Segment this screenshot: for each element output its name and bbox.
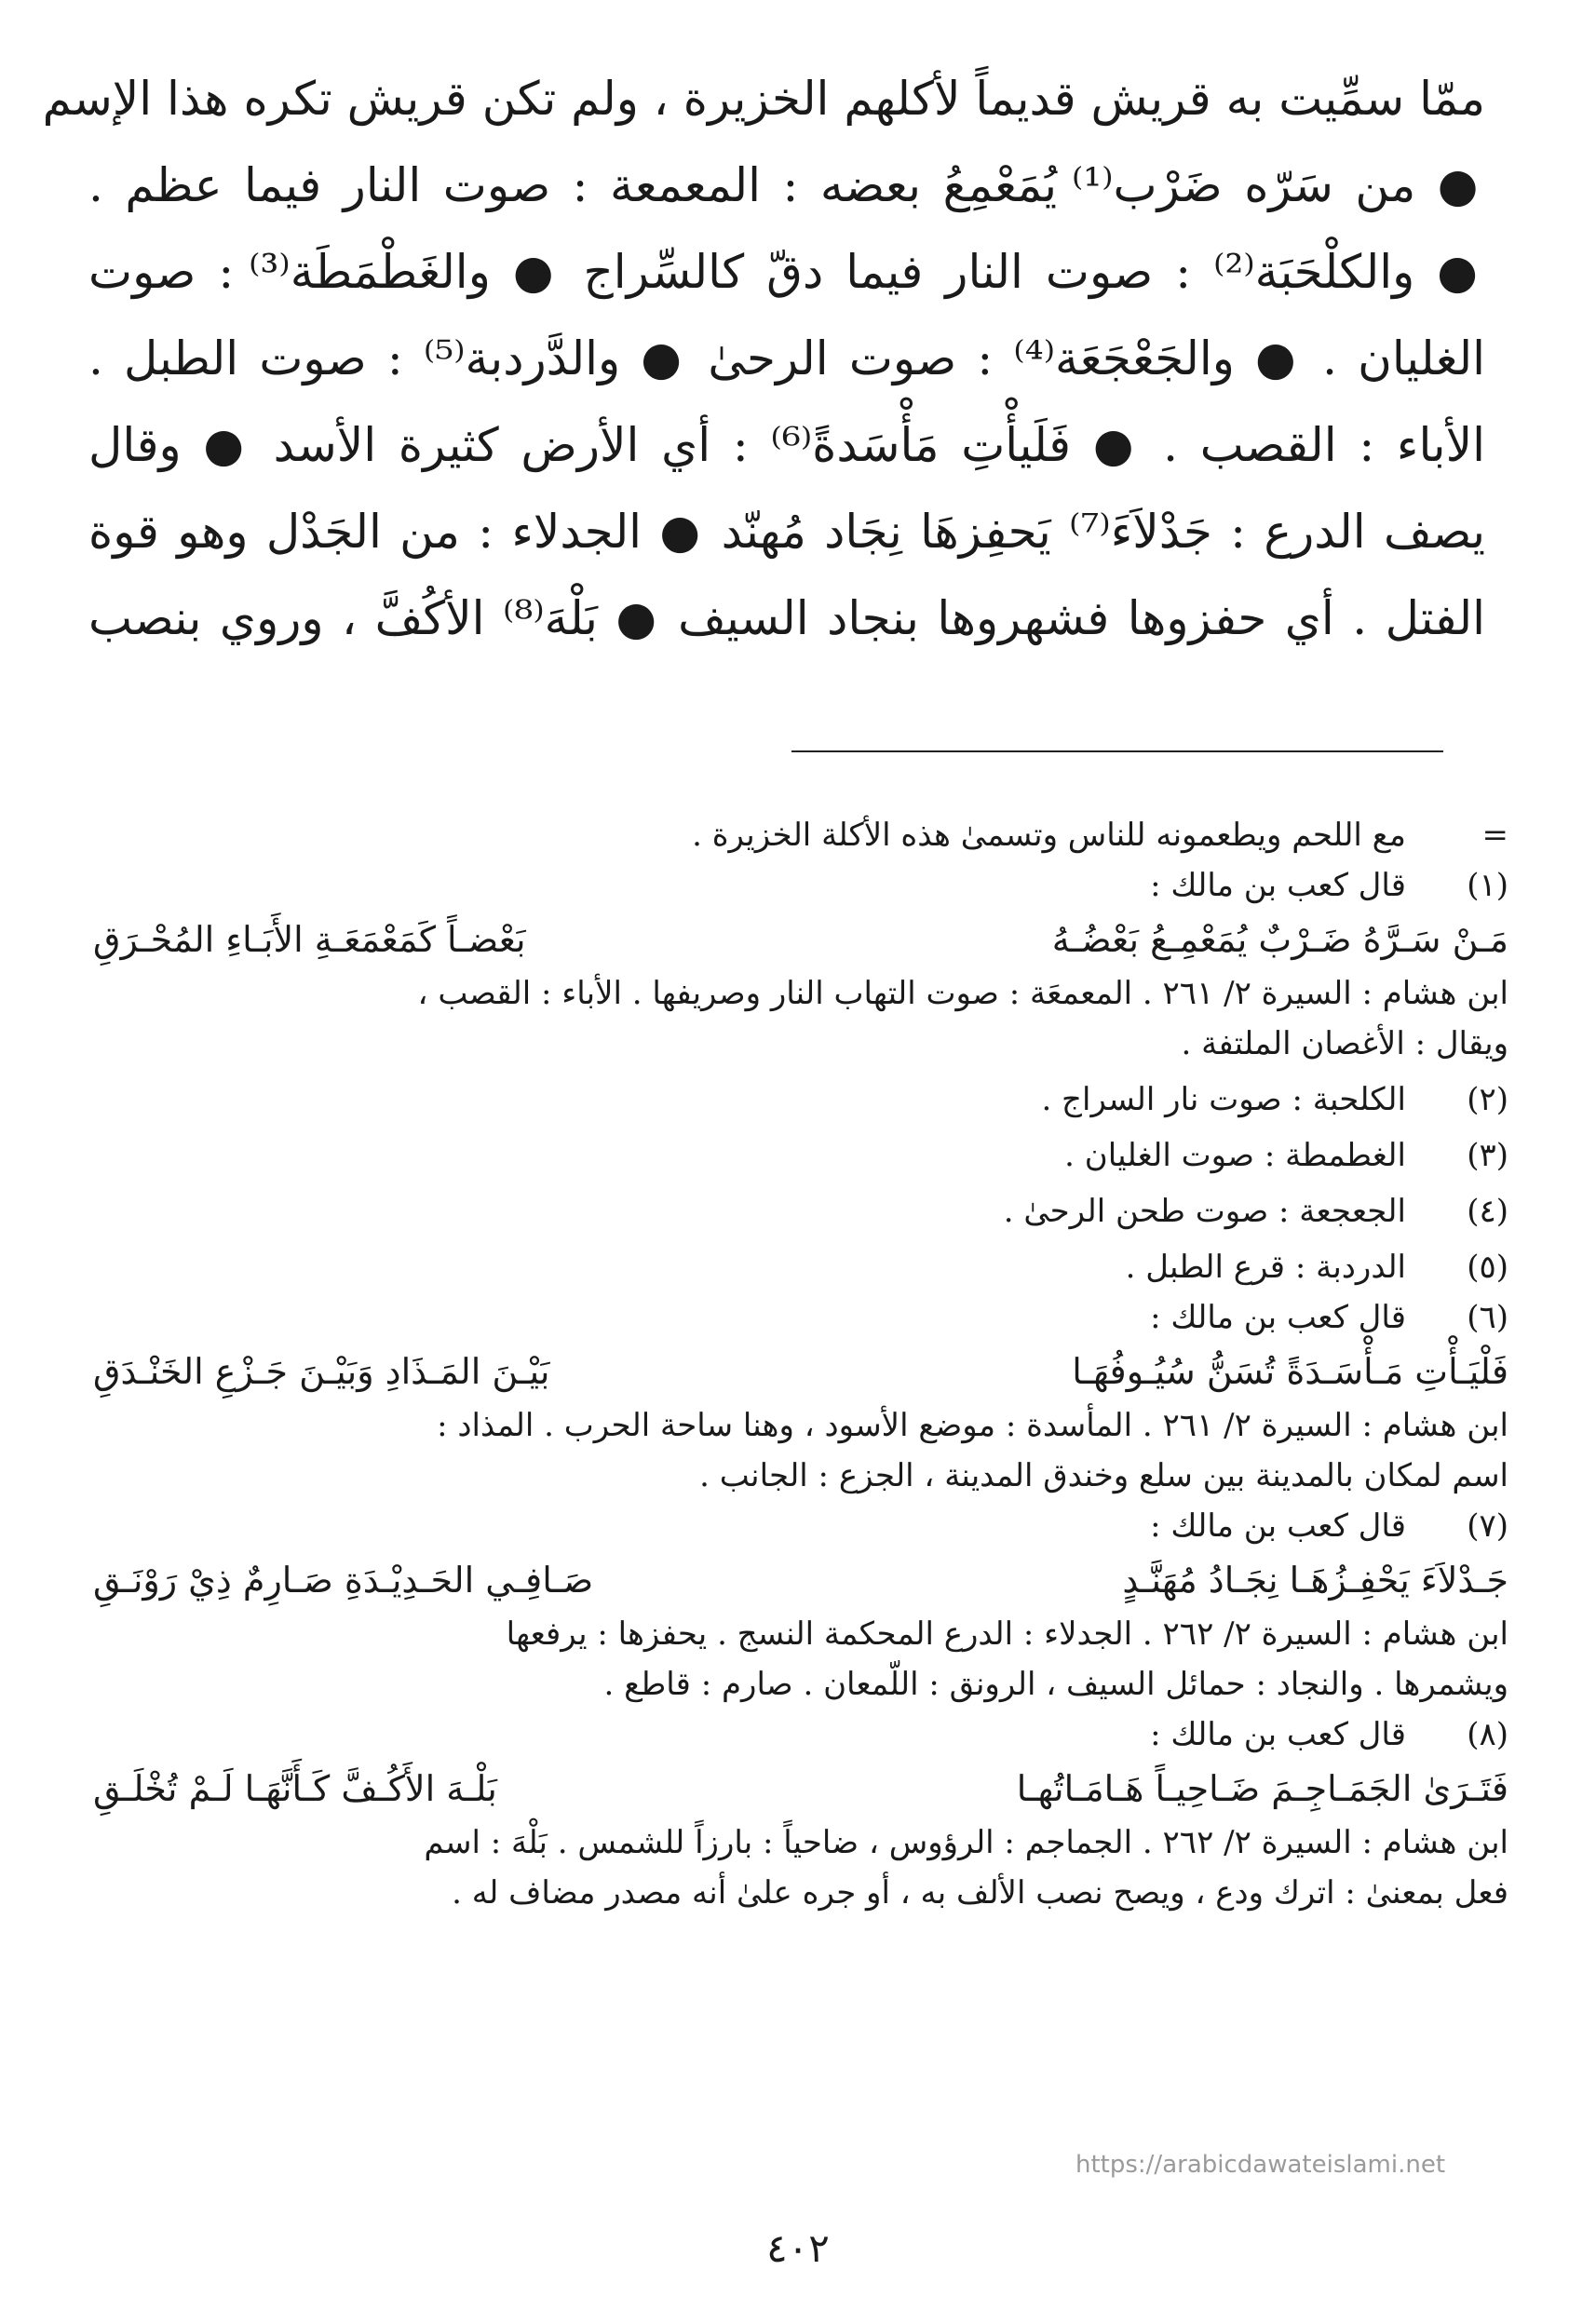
footnote-text: ابن هشام : السيرة ٢/ ٢٦١ . المعمعَة : صوت التهاب النار وصريفها . الأباء : القصب ، bbox=[417, 975, 1508, 1012]
verse-hemistich-second: بَلْـهَ الأَكُـفَّ كَـأَنَّهَـا لَـمْ تُخْلَـقِ bbox=[93, 1768, 497, 1809]
footnote-text: الدردبة : قرع الطبل . bbox=[1125, 1249, 1406, 1286]
footnote-7 bbox=[93, 1501, 1508, 1551]
verse-hemistich-second: صَـافِـي الحَـدِيْـدَةِ صَـارِمٌ ذِيْ رَوْنَـقِ bbox=[93, 1560, 594, 1601]
watermark-url: https://arabicdawateislami.net bbox=[1075, 2151, 1446, 2179]
footnote-text: ابن هشام : السيرة ٢/ ٢٦٢ . الجماجم : الرؤوس ، ضاحياً : بارزاً للشمس . بَلْهَ : اسم bbox=[424, 1824, 1508, 1861]
main-line: الفتل . أي حفزوها فشهروها بنجاد السيف ● بَلْهَ⁽⁸⁾ الأكُفَّ ، وروي بنصب bbox=[88, 591, 1486, 645]
footnote-text: مع اللحم ويطعمونه للناس وتسمىٰ هذه الأكلة الخزيرة . bbox=[692, 817, 1406, 854]
footnote-text: الجعجعة : صوت طحن الرحىٰ . bbox=[1003, 1193, 1406, 1230]
footnote-text: ابن هشام : السيرة ٢/ ٢٦٢ . الجدلاء : الدرع المحكمة النسج . يحفزها : يرفعها bbox=[506, 1615, 1508, 1653]
footnote-2 bbox=[93, 1074, 1508, 1125]
footnote-text: ويشمرها . والنجاد : حمائل السيف ، الرونق : اللّمعان . صارم : قاطع . bbox=[603, 1666, 1508, 1703]
verse bbox=[93, 1551, 1508, 1609]
verse bbox=[93, 1760, 1508, 1817]
footnote-intro: قال كعب بن مالك : bbox=[1150, 867, 1406, 904]
footnote-text: اسم لمكان بالمدينة بين سلع وخندق المدينة ، الجزع : الجانب . bbox=[699, 1457, 1508, 1494]
verse-hemistich-first: جَـدْلاَءَ يَحْفِـزُهَـا نِجَـادُ مُهَنَّـدٍ bbox=[1122, 1560, 1508, 1601]
footnotes bbox=[93, 810, 1508, 1918]
footnote-8 bbox=[93, 1709, 1508, 1760]
footnote-number: (٥) bbox=[1467, 1249, 1508, 1286]
footnote-5 bbox=[93, 1242, 1508, 1292]
footnote-4 bbox=[93, 1186, 1508, 1236]
continuation-marker: = bbox=[1481, 817, 1508, 854]
main-line: يصف الدرع : جَدْلاَءَ⁽⁷⁾ يَحفِزهَا نِجَاد مُهنّد ● الجدلاء : من الجَدْل وهو قوة bbox=[88, 505, 1485, 559]
footnote-number: (٧) bbox=[1467, 1507, 1508, 1545]
footnote-number: (١) bbox=[1467, 867, 1508, 904]
footnote-number: (٤) bbox=[1467, 1193, 1508, 1230]
footnote-text: ويقال : الأغصان الملتفة . bbox=[1181, 1025, 1508, 1062]
verse-hemistich-first: مَـنْ سَـرَّهُ ضَـرْبٌ يُمَعْمِـعُ بَعْضُـهُ bbox=[1051, 919, 1508, 960]
footnote-divider bbox=[791, 750, 1443, 752]
page-number: ٤٠٢ bbox=[766, 2225, 830, 2271]
main-line: ممّا سمِّيت به قريش قديماً لأكلهم الخزيرة ، ولم تكن قريش تكره هذا الإسم bbox=[42, 72, 1485, 126]
verse-hemistich-second: بَعْضـاً كَمَعْمَعَـةِ الأَبَـاءِ المُحْـرَقِ bbox=[93, 919, 526, 960]
footnote-intro: قال كعب بن مالك : bbox=[1150, 1299, 1406, 1336]
footnote-3 bbox=[93, 1130, 1508, 1181]
footnote-text: ابن هشام : السيرة ٢/ ٢٦١ . المأسدة : موضع الأسود ، وهنا ساحة الحرب . المذاد : bbox=[437, 1407, 1508, 1444]
footnote-number: (٢) bbox=[1467, 1081, 1508, 1118]
footnote-text: الغطمطة : صوت الغليان . bbox=[1064, 1137, 1406, 1174]
footnote-intro: قال كعب بن مالك : bbox=[1150, 1716, 1406, 1753]
main-line: ● والكلْحَبَة⁽²⁾ : صوت النار فيما دقّ كالسِّراج ● والغَطْمَطَة⁽³⁾ : صوت bbox=[88, 245, 1485, 299]
verse-hemistich-second: بَيْـنَ المَـذَادِ وَبَيْـنَ جَـزْعِ الخَنْـدَقِ bbox=[93, 1351, 550, 1392]
main-text bbox=[42, 56, 1486, 662]
footnote-6 bbox=[93, 1292, 1508, 1343]
main-line: الغليان . ● والجَعْجَعَة⁽⁴⁾ : صوت الرحىٰ ● والدَّردبة⁽⁵⁾ : صوت الطبل . bbox=[88, 331, 1485, 385]
footnote-text: فعل بمعنىٰ : اترك ودع ، ويصح نصب الألف به ، أو جره علىٰ أنه مصدر مضاف له . bbox=[452, 1874, 1508, 1912]
verse bbox=[93, 911, 1508, 968]
main-line: الأباء : القصب . ● فَلَيأْتِ مَأْسَدةً⁽⁶⁾ : أي الأرض كثيرة الأسد ● وقال bbox=[88, 418, 1485, 472]
footnote-number: (٦) bbox=[1467, 1299, 1508, 1336]
footnote-1 bbox=[93, 860, 1508, 911]
footnote-number: (٣) bbox=[1467, 1137, 1508, 1174]
main-line: ● من سَرّه ضَرْب⁽¹⁾ يُمَعْمِعُ بعضه : المعمعة : صوت النار فيما عظم . bbox=[88, 158, 1485, 212]
verse-hemistich-first: فَتَـرَىٰ الجَمَـاجِـمَ ضَـاحِيـاً هَـامَـاتُهـا bbox=[1016, 1768, 1508, 1809]
footnote-text: الكلحبة : صوت نار السراج . bbox=[1041, 1081, 1406, 1118]
verse-hemistich-first: فَلْيَـأْتِ مَـأْسَـدَةً تُسَنُّ سُيُـوفُهَـا bbox=[1072, 1351, 1508, 1392]
footnote-continuation bbox=[93, 810, 1508, 860]
footnote-intro: قال كعب بن مالك : bbox=[1150, 1507, 1406, 1545]
verse bbox=[93, 1343, 1508, 1400]
footnote-number: (٨) bbox=[1467, 1716, 1508, 1753]
